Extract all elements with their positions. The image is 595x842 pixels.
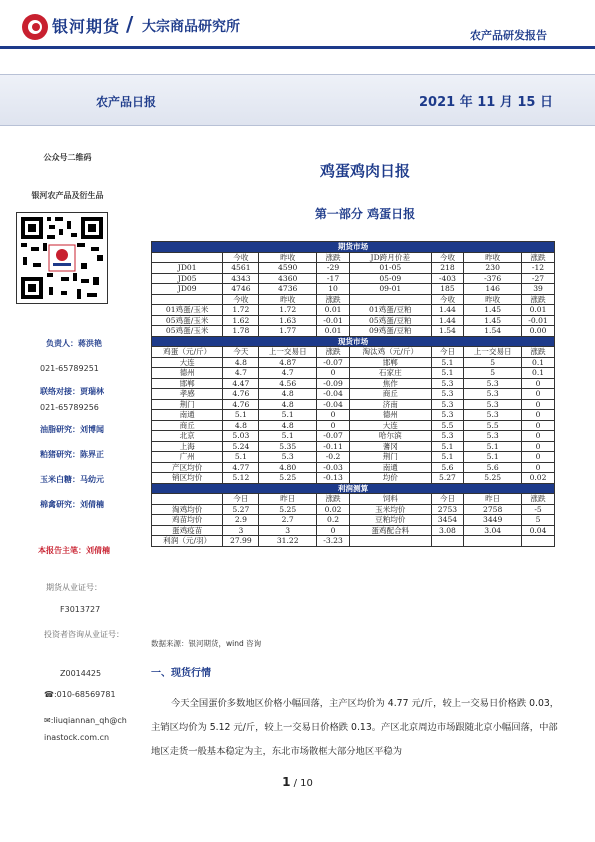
table-cell: 4.8 (223, 357, 259, 368)
table-cell: 1.62 (223, 315, 259, 326)
table-cell: 0.2 (317, 515, 350, 526)
table-cell: 昨收 (259, 252, 317, 263)
table-cell: 今日 (223, 494, 259, 505)
table-header-row (152, 494, 555, 505)
table-cell: 2.7 (259, 515, 317, 526)
table-cell: 孝感 (152, 389, 223, 400)
table-cell: 0.1 (522, 357, 555, 368)
table-cell: 4736 (259, 284, 317, 295)
table-cell: 产区均价 (152, 462, 223, 473)
table-cell: 4.80 (259, 462, 317, 473)
email-contact[interactable]: ✉:liuqiannan_qh@chinastock.com.cn (44, 716, 127, 742)
table-section-title: 期货市场 (152, 242, 555, 253)
data-source: 数据来源：银河期货，wind 咨询 (151, 639, 262, 648)
table-cell: 0.01 (522, 305, 555, 316)
table-cell: 石家庄 (350, 368, 432, 379)
table-cell: 1.77 (259, 326, 317, 337)
table-cell: 蛋鸡配合料 (350, 525, 432, 536)
table-cell: 5.3 (431, 378, 464, 389)
table-cell: 5.1 (431, 441, 464, 452)
brand-separator: / (126, 12, 134, 36)
table-cell: 5.5 (464, 420, 522, 431)
table-cell: 淘汰鸡（元/斤） (350, 347, 432, 358)
table-cell: 09鸡蛋/豆粕 (350, 326, 432, 337)
table-cell: 昨日 (464, 494, 522, 505)
table-cell: 今日 (431, 347, 464, 358)
table-cell: 05-09 (350, 273, 432, 284)
table-cell: 5.03 (223, 431, 259, 442)
table-cell: 2753 (431, 504, 464, 515)
table-cell: 1.54 (431, 326, 464, 337)
table-cell: 5.3 (464, 431, 522, 442)
table-cell: JD09 (152, 284, 223, 295)
table-cell: 蓍冈 (350, 441, 432, 452)
table-row (152, 462, 555, 473)
table-cell: 4590 (259, 263, 317, 274)
table-cell: 4.7 (223, 368, 259, 379)
table-row (152, 273, 555, 284)
table-cell: 5.27 (223, 504, 259, 515)
table-cell: 涨跌 (317, 494, 350, 505)
table-cell: -0.01 (317, 315, 350, 326)
table-cell: 31.22 (259, 536, 317, 547)
table-cell (522, 536, 555, 547)
table-cell: 利润（元/羽） (152, 536, 223, 547)
table-cell: 4.77 (223, 462, 259, 473)
table-cell (464, 536, 522, 547)
table-cell: 荆门 (152, 399, 223, 410)
analyst-corn: 玉米白糖：马幼元 (40, 475, 104, 484)
table-row (152, 441, 555, 452)
table-cell: 4.8 (259, 389, 317, 400)
analyst-meal: 粕猪研究：陈界正 (40, 450, 104, 459)
table-cell: 商丘 (350, 389, 432, 400)
table-cell: 218 (431, 263, 464, 274)
table-cell: 5.3 (431, 399, 464, 410)
table-cell: 0 (522, 441, 555, 452)
contact-liaison: 联络对接：贾瑞林 (40, 387, 104, 396)
table-row (152, 504, 555, 515)
table-header-row (152, 294, 555, 305)
table-cell: 5 (522, 515, 555, 526)
table-cell: 1.78 (223, 326, 259, 337)
table-cell: 德州 (350, 410, 432, 421)
table-cell: 0.02 (317, 504, 350, 515)
table-cell: 今收 (223, 294, 259, 305)
spot-paragraph: 今天全国蛋价多数地区价格小幅回落，主产区均价为 4.77 元/斤，较上一交易日价格跌 0.03，主销区均价为 5.12 元/斤，较上一交易日价格跌 0.13。产区北京周边市场跟随北京小幅回落，中部地区走货一般基本稳定为主，东北市场散框大部分地区平稳为 (151, 698, 560, 757)
table-row (152, 378, 555, 389)
table-cell: -0.09 (317, 378, 350, 389)
table-cell: 0.04 (522, 525, 555, 536)
table-cell: 0 (317, 410, 350, 421)
table-cell: 5.25 (464, 473, 522, 484)
table-row (152, 399, 555, 410)
table-cell: 昨收 (464, 294, 522, 305)
table-cell: 涨跌 (522, 494, 555, 505)
table-cell: 0 (522, 410, 555, 421)
report-type: 农产品研发报告 (470, 29, 547, 42)
table-cell: 今收 (431, 252, 464, 263)
table-cell: 01鸡蛋/玉米 (152, 305, 223, 316)
table-cell: 南通 (152, 410, 223, 421)
table-cell: 5.35 (259, 441, 317, 452)
table-cell: 5.3 (431, 389, 464, 400)
table-cell: 今收 (431, 294, 464, 305)
table-cell: 4.7 (259, 368, 317, 379)
table-row (152, 431, 555, 442)
table-cell: 5.27 (431, 473, 464, 484)
table-cell: 3.08 (431, 525, 464, 536)
table-cell: 鸡苗均价 (152, 515, 223, 526)
table-cell: 01鸡蛋/豆粕 (350, 305, 432, 316)
table-cell: 上海 (152, 441, 223, 452)
table-cell: -0.04 (317, 389, 350, 400)
table-cell: 今天 (223, 347, 259, 358)
table-cell: -0.04 (317, 399, 350, 410)
table-cell: 5.1 (464, 441, 522, 452)
table-cell: 1.45 (464, 305, 522, 316)
table-cell: 4343 (223, 273, 259, 284)
table-cell: 0.01 (317, 305, 350, 316)
page-current: 1 (282, 775, 291, 789)
egg-market-table (151, 241, 555, 547)
table-cell: 3 (223, 525, 259, 536)
investment-number: Z0014425 (60, 669, 102, 678)
table-cell: 4.8 (223, 420, 259, 431)
table-header-row (152, 252, 555, 263)
table-cell: 哈尔滨 (350, 431, 432, 442)
table-cell: 涨跌 (522, 252, 555, 263)
qr-title: 公众号二维码 (43, 153, 92, 162)
table-cell: 邯郸 (152, 378, 223, 389)
table-cell: -17 (317, 273, 350, 284)
table-cell: 0.02 (522, 473, 555, 484)
table-cell: 5.1 (431, 357, 464, 368)
header-rule (0, 46, 595, 49)
table-cell: 4.76 (223, 399, 259, 410)
table-cell: 均价 (350, 473, 432, 484)
table-cell: 焦作 (350, 378, 432, 389)
table-cell (350, 294, 432, 305)
table-cell: 5.1 (464, 452, 522, 463)
contact-liaison-phone: 021-65789256 (40, 403, 99, 412)
table-cell: 销区均价 (152, 473, 223, 484)
table-row (152, 357, 555, 368)
table-cell: 0 (317, 368, 350, 379)
table-cell: 2.9 (223, 515, 259, 526)
table-cell: 185 (431, 284, 464, 295)
table-cell: 1.54 (464, 326, 522, 337)
table-cell: 5.1 (259, 431, 317, 442)
table-cell: 0 (522, 420, 555, 431)
table-section-row (152, 242, 555, 253)
table-cell: 蛋鸡疫苗 (152, 525, 223, 536)
table-cell: -5 (522, 504, 555, 515)
table-cell: 4.8 (259, 399, 317, 410)
table-cell: 4.8 (259, 420, 317, 431)
table-cell: 5.6 (431, 462, 464, 473)
table-cell: 昨收 (259, 294, 317, 305)
table-cell: 涨跌 (317, 252, 350, 263)
table-cell: -0.03 (317, 462, 350, 473)
table-cell: 5.1 (431, 452, 464, 463)
table-cell: 上一交易日 (259, 347, 317, 358)
table-cell: -0.2 (317, 452, 350, 463)
table-cell: 27.99 (223, 536, 259, 547)
table-cell: 豆粕均价 (350, 515, 432, 526)
table-cell: 饲料 (350, 494, 432, 505)
table-cell: 09-01 (350, 284, 432, 295)
table-cell: 1.45 (464, 315, 522, 326)
table-row (152, 410, 555, 421)
table-cell (431, 536, 464, 547)
table-cell: 1.63 (259, 315, 317, 326)
table-cell: -403 (431, 273, 464, 284)
table-row (152, 473, 555, 484)
table-cell: 今日 (431, 494, 464, 505)
table-cell: 0 (317, 525, 350, 536)
table-cell: JD01 (152, 263, 223, 274)
table-cell: 10 (317, 284, 350, 295)
table-cell: 0 (522, 462, 555, 473)
table-cell: 南通 (350, 462, 432, 473)
table-cell: 5.3 (431, 431, 464, 442)
table-cell: 广州 (152, 452, 223, 463)
qr-subtitle: 银河农产品及衍生品 (31, 191, 104, 200)
page-sep: / (290, 778, 301, 789)
table-cell: -0.07 (317, 431, 350, 442)
table-cell: 4360 (259, 273, 317, 284)
table-cell: 大连 (152, 357, 223, 368)
table-row (152, 389, 555, 400)
table-cell (350, 536, 432, 547)
table-cell: 4.76 (223, 389, 259, 400)
table-cell: JD05 (152, 273, 223, 284)
table-cell: 0.00 (522, 326, 555, 337)
page-total: 10 (300, 778, 313, 789)
table-cell: JD跨月价差 (350, 252, 432, 263)
galaxy-logo-icon (22, 14, 48, 40)
table-cell: 鸡蛋（元/斤） (152, 347, 223, 358)
table-cell (152, 494, 223, 505)
qr-code-icon (16, 212, 108, 304)
table-row (152, 284, 555, 295)
table-row (152, 452, 555, 463)
table-cell: 1.44 (431, 315, 464, 326)
table-cell: 1.72 (259, 305, 317, 316)
table-cell: 4.47 (223, 378, 259, 389)
table-cell: 5.5 (431, 420, 464, 431)
table-cell: 5.3 (464, 389, 522, 400)
table-header-row (152, 347, 555, 358)
table-section-title: 利润测算 (152, 483, 555, 494)
table-row (152, 305, 555, 316)
table-cell: 2758 (464, 504, 522, 515)
table-cell: 5.1 (259, 410, 317, 421)
table-cell: 39 (522, 284, 555, 295)
table-cell: 商丘 (152, 420, 223, 431)
table-cell: -27 (522, 273, 555, 284)
table-cell: 0.1 (522, 368, 555, 379)
table-cell: 4.87 (259, 357, 317, 368)
contact-lead: 负责人：蒋洪艳 (46, 339, 102, 348)
table-row (152, 315, 555, 326)
table-cell: 230 (464, 263, 522, 274)
qualification-number: F3013727 (60, 605, 101, 614)
table-cell: 0.01 (317, 326, 350, 337)
phone-contact: ☎:010-68569781 (44, 690, 116, 699)
table-cell: 5.3 (464, 378, 522, 389)
page-number (0, 775, 595, 789)
table-cell: 荆门 (350, 452, 432, 463)
table-row (152, 420, 555, 431)
table-cell: 5.3 (259, 452, 317, 463)
table-section-row (152, 336, 555, 347)
table-cell: 5.3 (464, 399, 522, 410)
table-section-row (152, 483, 555, 494)
table-cell: 4.56 (259, 378, 317, 389)
table-cell: 01-05 (350, 263, 432, 274)
table-cell: 1.44 (431, 305, 464, 316)
table-cell: 0 (317, 420, 350, 431)
table-cell: -3.23 (317, 536, 350, 547)
table-cell: -0.01 (522, 315, 555, 326)
table-cell: 3454 (431, 515, 464, 526)
table-cell: 5.1 (223, 410, 259, 421)
table-cell: 146 (464, 284, 522, 295)
table-cell: -29 (317, 263, 350, 274)
table-cell: 0 (522, 431, 555, 442)
table-cell: -0.13 (317, 473, 350, 484)
table-cell (152, 294, 223, 305)
investment-label: 投资者咨询从业证号： (44, 630, 124, 639)
table-cell: 4746 (223, 284, 259, 295)
table-cell: 0 (522, 399, 555, 410)
table-cell (152, 252, 223, 263)
table-cell: 5.12 (223, 473, 259, 484)
table-cell: 北京 (152, 431, 223, 442)
table-cell: 昨收 (464, 252, 522, 263)
table-cell: 涨跌 (317, 294, 350, 305)
table-cell: 5.1 (431, 368, 464, 379)
table-cell: 涨跌 (317, 347, 350, 358)
table-row (152, 368, 555, 379)
table-cell: 今收 (223, 252, 259, 263)
table-cell: 德州 (152, 368, 223, 379)
table-cell: 05鸡蛋/豆粕 (350, 315, 432, 326)
table-cell: 3449 (464, 515, 522, 526)
table-row (152, 536, 555, 547)
table-row (152, 525, 555, 536)
table-row (152, 326, 555, 337)
table-cell: 5 (464, 368, 522, 379)
table-cell: 0 (522, 389, 555, 400)
report-author: 本报告主笔：刘倩楠 (38, 546, 110, 555)
table-cell: 5.24 (223, 441, 259, 452)
table-cell: 1.72 (223, 305, 259, 316)
table-cell: -12 (522, 263, 555, 274)
table-cell: 涨跌 (522, 294, 555, 305)
table-cell: 05鸡蛋/玉米 (152, 326, 223, 337)
table-cell: 大连 (350, 420, 432, 431)
table-cell: 5.25 (259, 473, 317, 484)
table-cell: 3.04 (464, 525, 522, 536)
institute-name: 大宗商品研究所 (142, 19, 240, 35)
table-cell: 5 (464, 357, 522, 368)
table-row (152, 515, 555, 526)
brand-name: 银河期货 (52, 17, 121, 36)
table-cell: 淘鸡均价 (152, 504, 223, 515)
table-cell: 4561 (223, 263, 259, 274)
table-cell: 济南 (350, 399, 432, 410)
table-row (152, 263, 555, 274)
table-cell: -0.11 (317, 441, 350, 452)
table-section-title: 现货市场 (152, 336, 555, 347)
table-cell: 邯郸 (350, 357, 432, 368)
table-cell: 0 (522, 452, 555, 463)
daily-label: 农产品日报 (96, 95, 157, 109)
report-date: 2021 年 11 月 15 日 (419, 95, 553, 110)
report-title: 鸡蛋鸡肉日报 (319, 162, 410, 180)
table-cell: 上一交易日 (464, 347, 522, 358)
table-cell: 5.3 (464, 410, 522, 421)
qualification-label: 期货从业证号： (46, 583, 102, 592)
analyst-oil: 油脂研究：刘博闻 (40, 425, 104, 434)
table-cell: 5.1 (223, 452, 259, 463)
table-cell: 5.25 (259, 504, 317, 515)
table-cell: 玉米均价 (350, 504, 432, 515)
table-cell: 5.3 (431, 410, 464, 421)
section-heading: 一、现货行情 (151, 668, 211, 679)
table-cell: 0 (522, 378, 555, 389)
table-cell: 5.6 (464, 462, 522, 473)
table-cell: 3 (259, 525, 317, 536)
table-cell: 涨跌 (522, 347, 555, 358)
table-cell: 05鸡蛋/玉米 (152, 315, 223, 326)
analyst-cotton: 棉禽研究：刘倩楠 (40, 500, 104, 509)
part-title: 第一部分 鸡蛋日报 (314, 207, 416, 221)
table-cell: -376 (464, 273, 522, 284)
table-cell: 昨日 (259, 494, 317, 505)
contact-lead-phone: 021-65789251 (40, 364, 99, 373)
table-cell: -0.07 (317, 357, 350, 368)
